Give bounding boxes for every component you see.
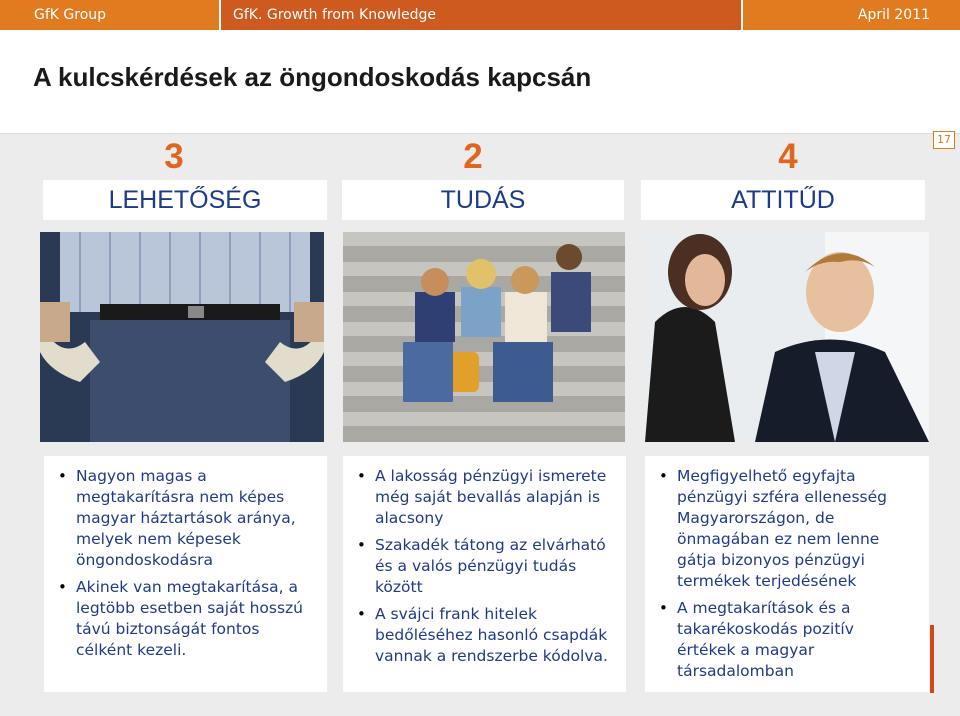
- column-2-label: TUDÁS: [342, 180, 624, 220]
- column-2-text-box: [343, 456, 626, 692]
- header-bar: [0, 0, 960, 30]
- column-1-bullets: [58, 466, 315, 661]
- column-2-bullets: [357, 466, 614, 667]
- date-label: April 2011: [743, 0, 960, 30]
- list-item: • Nagyon magas a megtakarításra nem képes magyar háztartások aránya, melyek nem képesek öngondoskodásra: [58, 466, 315, 571]
- business-people-photo: [645, 232, 929, 442]
- column-3-bullets: [659, 466, 917, 682]
- list-item: • Szakadék tátong az elvárható és a valós pénzügyi tudás között: [357, 535, 614, 598]
- column-3-number: 4: [778, 137, 798, 176]
- brand-label: GfK Group: [0, 0, 219, 30]
- slide-title: A kulcskérdések az öngondoskodás kapcsán: [33, 62, 592, 92]
- page-number: 17: [933, 131, 955, 149]
- list-item: • A megtakarítások és a takarékoskodás pozitív értékek a magyar társadalomban: [659, 598, 917, 682]
- column-1-number: 3: [164, 137, 184, 176]
- students-on-stairs-photo: [343, 232, 625, 442]
- list-item: • A svájci frank hitelek bedőléséhez hasonló csapdák vannak a rendszerbe kódolva.: [357, 604, 614, 667]
- column-1-text-box: [44, 456, 327, 692]
- column-1-label: LEHETŐSÉG: [43, 180, 327, 220]
- column-3-text-box: [645, 456, 929, 692]
- column-2-number: 2: [463, 137, 483, 176]
- accent-bar: [930, 625, 934, 693]
- list-item: • Akinek van megtakarítása, a legtöbb esetben saját hosszú távú biztonságát fontos célként kezeli.: [58, 577, 315, 661]
- list-item: • Megfigyelhető egyfajta pénzügyi szféra ellenesség Magyarországon, de önmagában ez nem lenne gátja bizonyos pénzügyi termékek terjedésének: [659, 466, 917, 592]
- list-item: • A lakosság pénzügyi ismerete még saját bevallás alapján is alacsony: [357, 466, 614, 529]
- column-3-label: ATTITŰD: [641, 180, 925, 220]
- tagline-label: GfK. Growth from Knowledge: [221, 0, 741, 30]
- empty-pockets-photo: [40, 232, 324, 442]
